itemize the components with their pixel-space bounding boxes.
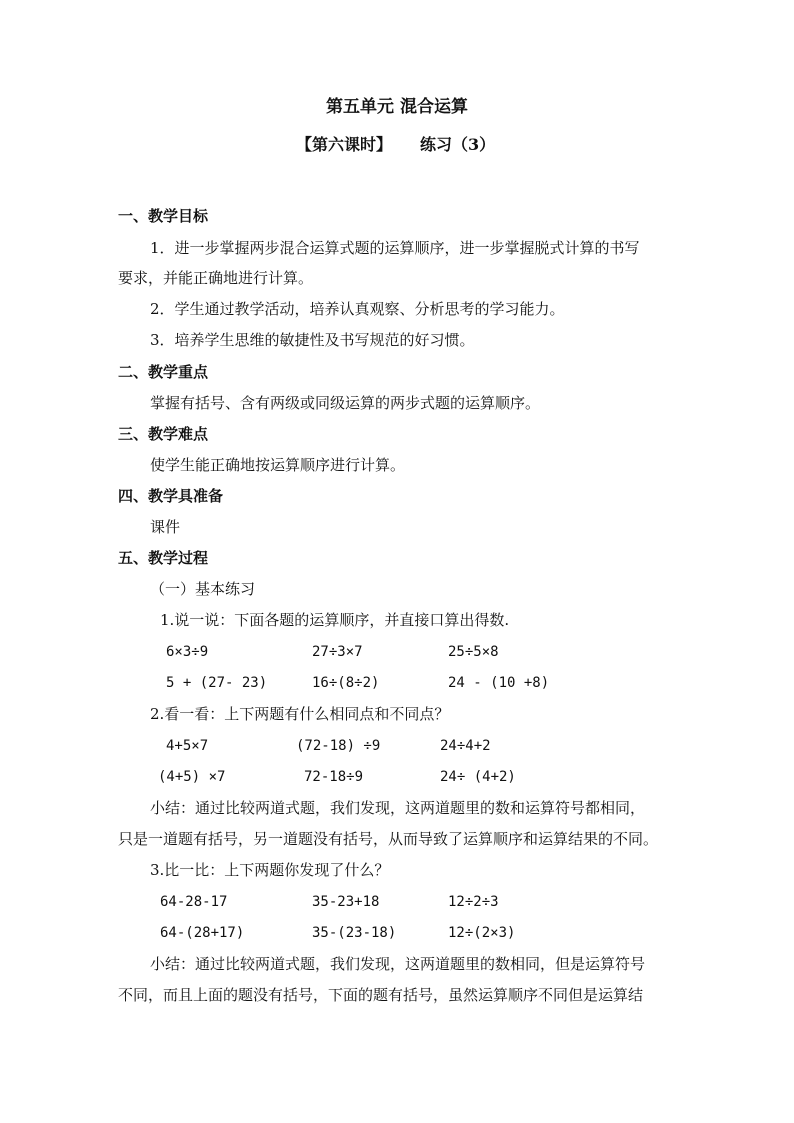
expression: 12÷(2×3) — [448, 925, 516, 941]
section-heading-process: 五、教学过程 — [118, 549, 209, 567]
materials-line: 课件 — [150, 518, 181, 536]
process-part-heading: （一）基本练习 — [150, 580, 256, 598]
expression: 24÷4+2 — [440, 738, 491, 754]
goal-line: 2．学生通过教学活动，培养认真观察、分析思考的学习能力。 — [150, 300, 565, 318]
expression: 6×3÷9 — [166, 644, 209, 660]
section-heading-materials: 四、教学具准备 — [118, 487, 224, 505]
expression: 25÷5×8 — [448, 644, 499, 660]
expression: 4+5×7 — [166, 738, 209, 754]
lesson-name: 练习（3） — [420, 135, 496, 154]
summary-line: 小结：通过比较两道式题，我们发现，这两道题里的数和运算符号都相同， — [150, 799, 646, 817]
expression: 27÷3×7 — [312, 644, 363, 660]
summary-line: 小结：通过比较两道式题，我们发现，这两道题里的数相同，但是运算符号 — [150, 955, 646, 973]
expression: 24÷ (4+2) — [440, 769, 516, 785]
question-prompt: 3.比一比：上下两题你发现了什么？ — [150, 861, 390, 879]
expression: 72-18÷9 — [304, 769, 364, 785]
expression: 64-(28+17) — [160, 925, 245, 941]
expression: 24 - (10 +8) — [448, 675, 550, 691]
key-point-line: 掌握有括号、含有两级或同级运算的两步式题的运算顺序。 — [150, 394, 541, 412]
summary-line: 不同，而且上面的题没有括号，下面的题有括号，虽然运算顺序不同但是运算结 — [118, 986, 644, 1004]
question-prompt: 1.说一说：下面各题的运算顺序，并直接口算出得数. — [160, 611, 510, 629]
section-heading-difficulties: 三、教学难点 — [118, 425, 209, 443]
expression: 35-(23-18) — [312, 925, 397, 941]
lesson-label: 【第六课时】 — [296, 135, 393, 154]
expression: 5 + (27- 23) — [166, 675, 268, 691]
section-heading-goals: 一、教学目标 — [118, 207, 209, 225]
expression: 12÷2÷3 — [448, 894, 499, 910]
question-prompt: 2.看一看：上下两题有什么相同点和不同点？ — [150, 705, 450, 723]
goal-line: 1．进一步掌握两步混合运算式题的运算顺序，进一步掌握脱式计算的书写 — [150, 239, 640, 257]
summary-line: 只是一道题有括号，另一道题没有括号，从而导致了运算顺序和运算结果的不同。 — [118, 830, 659, 848]
expression: 64-28-17 — [160, 894, 228, 910]
expression: 16÷(8÷2) — [312, 675, 380, 691]
goal-line: 要求，并能正确地进行计算。 — [118, 269, 314, 287]
expression: (72-18) ÷9 — [296, 738, 381, 754]
section-heading-key-points: 二、教学重点 — [118, 363, 209, 381]
difficulty-line: 使学生能正确地按运算顺序进行计算。 — [150, 456, 406, 474]
page-title: 第五单元 混合运算 — [326, 97, 468, 117]
expression: 35-23+18 — [312, 894, 380, 910]
expression: (4+5) ×7 — [158, 769, 226, 785]
goal-line: 3．培养学生思维的敏捷性及书写规范的好习惯。 — [150, 331, 475, 349]
